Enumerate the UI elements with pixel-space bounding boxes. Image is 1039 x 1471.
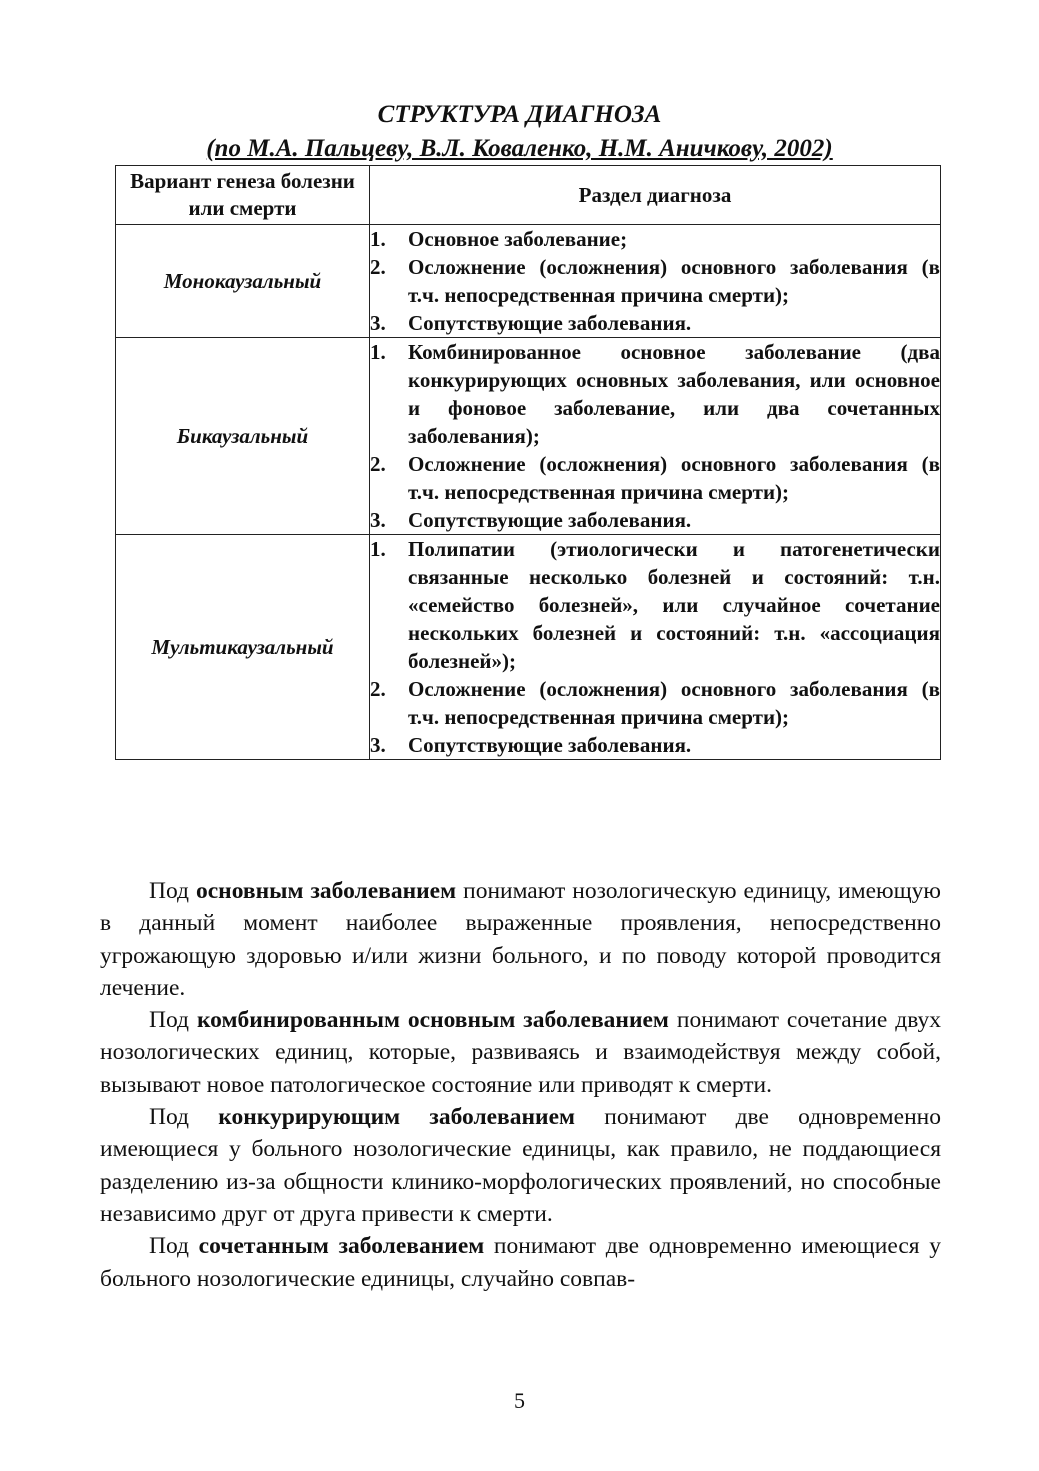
diagnosis-structure-table — [115, 165, 941, 760]
list-item — [370, 450, 940, 506]
page-number: 5 — [514, 1388, 525, 1413]
item-text: Полипатии (этиологически и патогенетически связанные несколько болезней и состояний: т.н. «семейство болезней», или случайное сочетание нескольких болезней и состояний: т.н. «ассоциация болезней»); — [408, 537, 940, 673]
item-number: 1. — [370, 340, 386, 364]
item-text: Осложнение (осложнения) основного заболевания (в т.ч. непосредственная причина смерти); — [408, 255, 940, 307]
document-subtitle: (по М.А. Пальцеву, В.Л. Коваленко, Н.М. Аничкову, 2002) — [206, 135, 833, 162]
paragraph-text: понимают две одновременно имеющиеся у больного нозологические единицы, случайно совпав- — [100, 1233, 941, 1292]
paragraph-combined-disease — [100, 1004, 941, 1101]
term-bold: сочетанным заболеванием — [198, 1233, 485, 1260]
item-number: 1. — [370, 227, 386, 251]
item-text: Основное заболевание; — [408, 227, 628, 251]
item-number: 3. — [370, 733, 386, 757]
section-list — [370, 225, 940, 337]
paragraph-text: понимают нозологическую единицу, имеющую в данный момент наиболее выраженные проявления, непосредственно угрожающую здоровью и/или жизни больного, и по поводу которой проводится лечение. — [100, 878, 941, 1001]
item-text: Осложнение (осложнения) основного заболевания (в т.ч. непосредственная причина смерти); — [408, 677, 940, 729]
list-item — [370, 225, 940, 253]
column-header-variant: Вариант генеза болезни или смерти — [116, 166, 370, 225]
item-number: 1. — [370, 537, 386, 561]
term-bold: основным заболеванием — [196, 878, 457, 904]
paragraph-lead: Под — [149, 878, 196, 904]
paragraph-competing-disease — [100, 1101, 941, 1230]
sections-cell — [370, 225, 941, 338]
list-item — [370, 338, 940, 450]
body-text — [100, 875, 941, 1295]
item-text: Сопутствующие заболевания. — [408, 733, 692, 757]
table-row — [116, 535, 941, 760]
list-item — [370, 535, 940, 675]
list-item — [370, 506, 940, 534]
paragraph-text: понимают две одновременно имеющиеся у больного нозологические единицы, как правило, не поддающиеся разделению из-за общности клинико-морфологических проявлений, но способные независимо друг от друга привести к смерти. — [100, 1104, 941, 1227]
variant-cell: Мультикаузальный — [116, 535, 370, 760]
variant-cell: Монокаузальный — [116, 225, 370, 338]
title-block — [0, 98, 1039, 166]
term-bold: конкурирующим заболеванием — [218, 1104, 576, 1131]
item-text: Сопутствующие заболевания. — [408, 508, 692, 532]
list-item — [370, 253, 940, 309]
list-item — [370, 309, 940, 337]
item-number: 3. — [370, 311, 386, 335]
paragraph-lead: Под — [149, 1104, 219, 1131]
item-text: Комбинированное основное заболевание (два конкурирующих основных заболевания, или основное и фоновое заболевание, или два сочетанных заболевания); — [408, 340, 940, 448]
column-header-section: Раздел диагноза — [370, 166, 941, 225]
paragraph-lead: Под — [149, 1233, 199, 1260]
paragraph-combined-concurrent-disease — [100, 1230, 941, 1295]
variant-cell: Бикаузальный — [116, 338, 370, 535]
term-bold: комбинированным основным заболеванием — [196, 1007, 669, 1034]
document-title: СТРУКТУРА ДИАГНОЗА — [377, 101, 662, 128]
item-text: Сопутствующие заболевания. — [408, 311, 692, 335]
list-item — [370, 731, 940, 759]
section-list — [370, 338, 940, 534]
sections-cell — [370, 535, 941, 760]
paragraph-main-disease — [100, 875, 941, 1004]
table-row — [116, 225, 941, 338]
item-number: 2. — [370, 677, 386, 701]
item-number: 2. — [370, 452, 386, 476]
item-number: 3. — [370, 508, 386, 532]
table-header-row — [116, 166, 941, 225]
table-row — [116, 338, 941, 535]
section-list — [370, 535, 940, 759]
paragraph-text: понимают сочетание двух нозологических единиц, которые, развиваясь и взаимодействуя между собой, вызывают новое патологическое состояние или приводят к смерти. — [100, 1007, 941, 1098]
list-item — [370, 675, 940, 731]
paragraph-lead: Под — [149, 1007, 197, 1034]
sections-cell — [370, 338, 941, 535]
item-number: 2. — [370, 255, 386, 279]
item-text: Осложнение (осложнения) основного заболевания (в т.ч. непосредственная причина смерти); — [408, 452, 940, 504]
